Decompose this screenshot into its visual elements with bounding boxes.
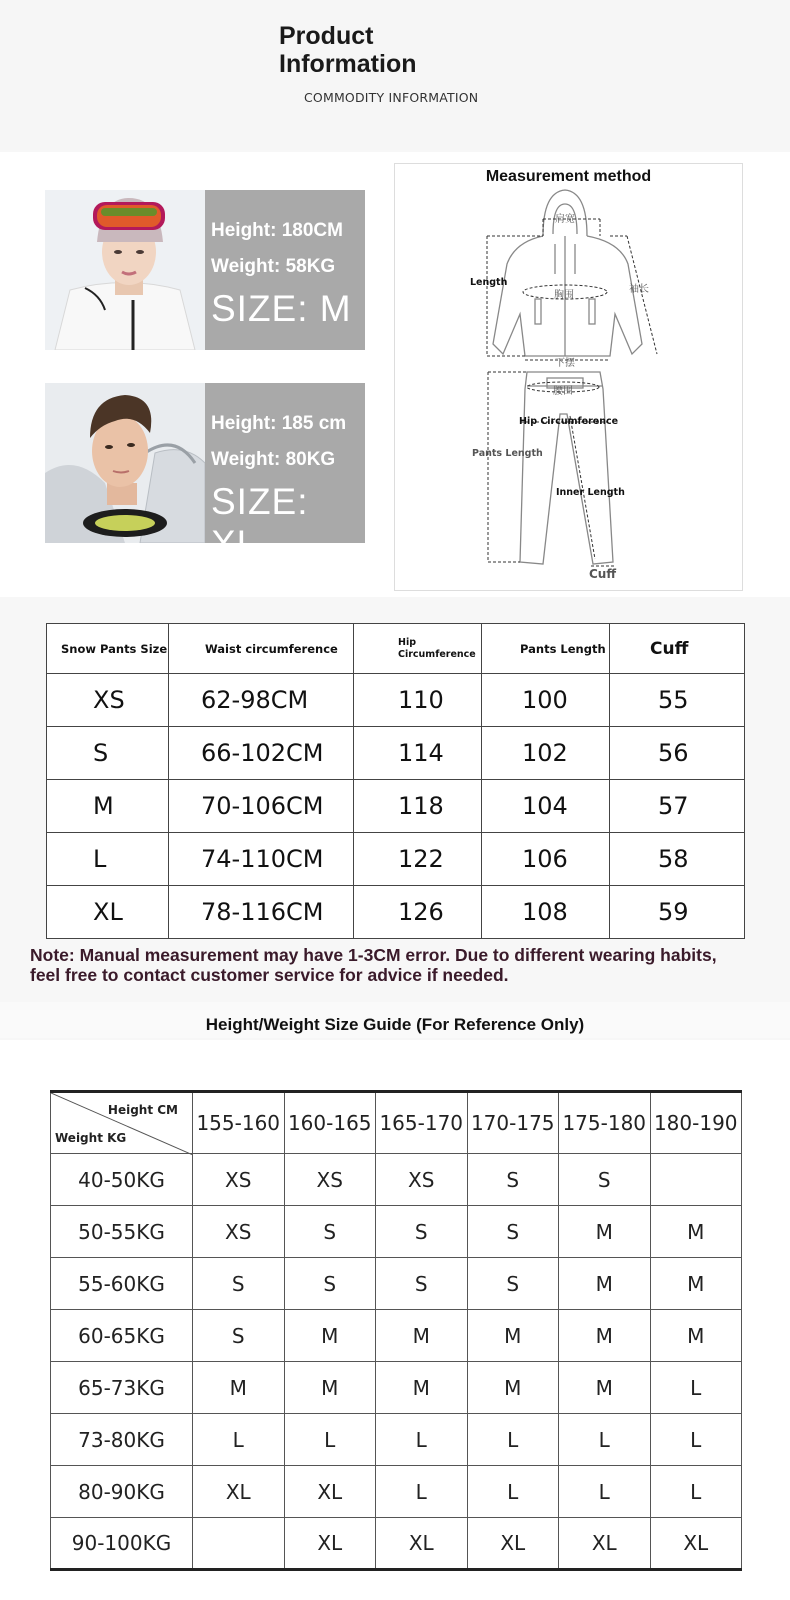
cell: 104 <box>482 780 610 833</box>
model-height: Height: 180CM <box>211 220 343 241</box>
size-cell: L <box>559 1414 651 1466</box>
cell: 70-106CM <box>169 780 354 833</box>
cell: 58 <box>610 833 745 886</box>
model-photo-male <box>45 383 205 543</box>
cell: 78-116CM <box>169 886 354 939</box>
cell: 62-98CM <box>169 674 354 727</box>
model-info-female <box>205 190 365 350</box>
size-cell: S <box>467 1258 559 1310</box>
measurement-diagram <box>394 163 743 591</box>
measurement-title: Measurement method <box>485 168 652 185</box>
size-cell: S <box>559 1154 651 1206</box>
size-cell: L <box>467 1466 559 1518</box>
size-cell: M <box>467 1310 559 1362</box>
size-cell: M <box>284 1310 376 1362</box>
cell: 55 <box>610 674 745 727</box>
height-header: 170-175 <box>467 1092 559 1154</box>
size-cell: S <box>284 1258 376 1310</box>
cell: XS <box>47 674 169 727</box>
size-cell <box>193 1518 285 1570</box>
size-cell: M <box>193 1362 285 1414</box>
size-cell: XS <box>193 1154 285 1206</box>
size-cell: M <box>650 1310 742 1362</box>
cell: 122 <box>354 833 482 886</box>
table-row <box>51 1362 742 1414</box>
cell: 59 <box>610 886 745 939</box>
model-info-male <box>205 383 365 564</box>
size-cell <box>650 1154 742 1206</box>
table-row <box>47 727 745 780</box>
model-height: Height: 185 cm <box>211 413 347 434</box>
label-hem: 下摆 <box>555 358 575 369</box>
weight-axis-label: Weight KG <box>55 1131 127 1145</box>
table-row <box>47 886 745 939</box>
label-cuff: Cuff <box>589 567 617 581</box>
label-length: Length <box>470 277 508 288</box>
size-cell: S <box>467 1154 559 1206</box>
pants-size-table <box>46 623 745 939</box>
measurement-note: Note: Manual measurement may have 1-3CM error. Due to different wearing habits, feel free to contact customer service for advice if needed. <box>30 945 717 985</box>
page-title <box>279 22 417 78</box>
label-hip: Hip Circumference <box>519 416 619 427</box>
size-cell: L <box>467 1414 559 1466</box>
height-header: 175-180 <box>559 1092 651 1154</box>
col-header: Waist circumference <box>169 624 354 674</box>
cell: 114 <box>354 727 482 780</box>
size-cell: XS <box>376 1154 468 1206</box>
cell: 108 <box>482 886 610 939</box>
model-size: SIZE: XL <box>211 481 309 564</box>
weight-cell: 80-90KG <box>51 1466 193 1518</box>
cell: 106 <box>482 833 610 886</box>
weight-cell: 65-73KG <box>51 1362 193 1414</box>
cell: M <box>47 780 169 833</box>
size-cell: M <box>650 1258 742 1310</box>
size-cell: XL <box>376 1518 468 1570</box>
model-weight: Weight: 80KG <box>211 449 336 470</box>
table-header-row <box>51 1092 742 1154</box>
model-card-male <box>45 383 365 564</box>
cell: 74-110CM <box>169 833 354 886</box>
size-cell: XL <box>559 1518 651 1570</box>
cell: 57 <box>610 780 745 833</box>
size-cell: L <box>376 1466 468 1518</box>
size-cell: S <box>376 1258 468 1310</box>
size-cell: L <box>193 1414 285 1466</box>
label-sleeve: 袖长 <box>629 284 649 295</box>
col-header: Hip Circumference <box>354 624 482 674</box>
weight-cell: 60-65KG <box>51 1310 193 1362</box>
size-cell: S <box>284 1206 376 1258</box>
size-cell: XL <box>284 1466 376 1518</box>
title-line-1: Product <box>279 22 374 50</box>
weight-cell: 40-50KG <box>51 1154 193 1206</box>
size-cell: S <box>193 1258 285 1310</box>
table-row <box>51 1414 742 1466</box>
weight-cell: 50-55KG <box>51 1206 193 1258</box>
model-photo-female <box>45 190 205 350</box>
height-weight-table <box>50 1090 742 1571</box>
label-waist: 腰围 <box>553 386 573 397</box>
size-cell: L <box>650 1466 742 1518</box>
title-line-2: Information <box>279 50 417 78</box>
table-row <box>51 1310 742 1362</box>
size-cell: L <box>559 1466 651 1518</box>
table-row <box>47 780 745 833</box>
table-row <box>47 674 745 727</box>
size-cell: L <box>650 1414 742 1466</box>
header <box>0 0 790 150</box>
model-weight: Weight: 58KG <box>211 256 336 277</box>
size-cell: M <box>559 1362 651 1414</box>
size-cell: M <box>559 1258 651 1310</box>
size-cell: XS <box>284 1154 376 1206</box>
size-cell: L <box>650 1362 742 1414</box>
size-cell: S <box>376 1206 468 1258</box>
height-header: 160-165 <box>284 1092 376 1154</box>
table-row <box>51 1206 742 1258</box>
garment-outline <box>395 164 744 592</box>
size-cell: XL <box>467 1518 559 1570</box>
cell: 126 <box>354 886 482 939</box>
size-cell: M <box>284 1362 376 1414</box>
label-chest: 胸围 <box>554 290 574 301</box>
col-header: Pants Length <box>482 624 610 674</box>
cell: 118 <box>354 780 482 833</box>
height-header: 155-160 <box>193 1092 285 1154</box>
weight-cell: 73-80KG <box>51 1414 193 1466</box>
label-inner-length: Inner Length <box>556 487 625 498</box>
size-cell: M <box>467 1362 559 1414</box>
model-card-female <box>45 190 365 350</box>
height-axis-label: Height CM <box>107 1103 178 1117</box>
table-row <box>51 1154 742 1206</box>
cell: 56 <box>610 727 745 780</box>
weight-cell: 55-60KG <box>51 1258 193 1310</box>
table-row <box>51 1258 742 1310</box>
size-cell: XL <box>284 1518 376 1570</box>
cell: 102 <box>482 727 610 780</box>
weight-cell: 90-100KG <box>51 1518 193 1570</box>
col-header: Snow Pants Size <box>47 624 169 674</box>
size-cell: L <box>376 1414 468 1466</box>
page-subtitle: COMMODITY INFORMATION <box>304 90 479 105</box>
cell: 66-102CM <box>169 727 354 780</box>
height-header: 180-190 <box>650 1092 742 1154</box>
size-cell: XL <box>650 1518 742 1570</box>
cell: XL <box>47 886 169 939</box>
table-header-row <box>47 624 745 674</box>
table-row <box>51 1518 742 1570</box>
size-cell: S <box>467 1206 559 1258</box>
model-size: SIZE: M <box>211 288 352 329</box>
height-header: 165-170 <box>376 1092 468 1154</box>
cell: 100 <box>482 674 610 727</box>
cell: S <box>47 727 169 780</box>
size-cell: L <box>284 1414 376 1466</box>
size-cell: M <box>559 1206 651 1258</box>
size-cell: M <box>559 1310 651 1362</box>
table-row <box>47 833 745 886</box>
corner-cell <box>51 1092 193 1154</box>
size-cell: M <box>376 1310 468 1362</box>
label-shoulder: 肩宽 <box>555 214 575 225</box>
size-cell: XS <box>193 1206 285 1258</box>
size-cell: S <box>193 1310 285 1362</box>
guide-title: Height/Weight Size Guide (For Reference Only) <box>205 1015 585 1034</box>
size-cell: XL <box>193 1466 285 1518</box>
size-cell: M <box>376 1362 468 1414</box>
cell: 110 <box>354 674 482 727</box>
cell: L <box>47 833 169 886</box>
col-header: Cuff <box>610 624 745 674</box>
size-cell: M <box>650 1206 742 1258</box>
table-row <box>51 1466 742 1518</box>
label-pants-length: Pants Length <box>472 448 543 459</box>
